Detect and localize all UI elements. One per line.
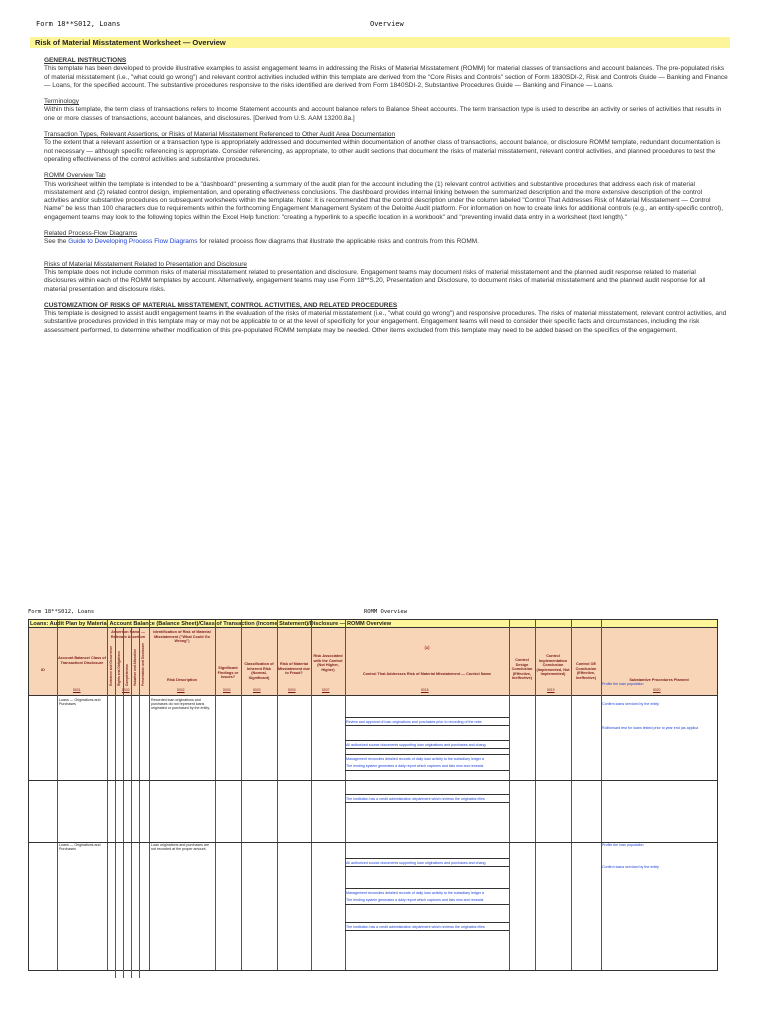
header-assertion: Assertion Name — Relevant Assertion <box>110 630 146 639</box>
ref-classification: 5003 <box>253 688 261 692</box>
header-substantive: Substantive Procedures Planned <box>629 678 689 682</box>
romm-overview-table <box>28 619 718 971</box>
header-associated: Risk Associated with the Control (Not Higher, Higher) <box>313 654 343 672</box>
row1-control-3[interactable]: Management reconciles detailed records of daily loan activity to the subsidiary ledger a <box>345 754 509 763</box>
header-risk-description: Risk Description <box>167 678 197 682</box>
flow-paragraph: See the Guide to Developing Process Flow Diagrams for related process flow diagrams that illustrate the applicable risks and controls from this ROMM. <box>44 238 479 246</box>
form-label: Form 18**S012, Loans <box>36 20 121 28</box>
header-design: Control Design Conclusion (Effective, Ineffective) <box>511 658 533 680</box>
form-label-2: Form 18**S012, Loans <box>28 609 95 615</box>
header-oe: Control OE Conclusion (Effective, Ineffective) <box>575 662 597 680</box>
romm-paragraph: This worksheet within the template is intended to be a "dashboard" presenting a summary of the audit plan for the account including the (1) relevant control activities and substantive procedures that address each risk of material misstatement and (2) related control design, implementation, and operating effectiveness conclusions. The dashboard provides internal linking between the summarized description and the more extensive description of the control activities and/or substantive procedures on subsequent worksheets within the template. Note: It is recommended that the control description under the column labeled "Control That Addresses Risk of Material Misstatement — Control Name" be less than 100 characters due to requirements within the forthcoming Engagement Management System of the Deloitte Audit platform. For information on how to create links for additional controls (e.g., an entity-specific control), engagement teams may look to the following topics within the Excel Help function: "creating a hyperlink to a specific location in a workbook" and "preventing invalid data entry in a worksheet (text length)." <box>44 180 724 221</box>
header-classification: Classification of Inherent Risk (Normal, Significant) <box>244 662 274 680</box>
row2-account: Loans — Originations and Purchases <box>59 843 101 852</box>
header-control-marker: (a) <box>424 645 430 650</box>
worksheet-banner: Risk of Material Misstatement Worksheet — Overview <box>30 37 730 48</box>
header-significant: Significant Findings or Issues? <box>217 666 239 679</box>
assertion-presentation: Presentation and Disclosure <box>141 642 145 686</box>
row2-procedure-2[interactable]: Confirm loans serviced by the entity <box>602 865 659 869</box>
terminology-heading: Terminology <box>44 98 80 106</box>
row-divider <box>29 780 717 781</box>
row2-control-4[interactable]: The institution has a credit administration department which reviews the origination files <box>345 922 509 931</box>
presentation-heading: Risks of Material Misstatement Related to Presentation and Disclosure <box>44 260 248 268</box>
row2-procedure-1[interactable]: Profile the loan population <box>602 843 644 847</box>
ref-substantive: 5020 <box>653 688 661 692</box>
customization-paragraph: This template is designed to assist audit engagement teams in the evaluation of the risks of material misstatement (i.e., "what could go wrong") and responsive procedures. The risks of material misstatement, relevant control activities, and substantive procedures provided in this template may or may not be applicable to or at the level of specificity for your engagement. Engagement teams will need to consider their specific facts and circumstances, including the risk assessment performed, to determine whether modification of this pre-populated ROMM template may be needed. Other items excluded from this template may need to be added based on the specifics of the engagement. <box>44 310 727 334</box>
row1-control-2[interactable]: All authorized source documents supporting loan originations and purchases and chang <box>345 740 509 749</box>
header-implementation: Control Implementation Conclusion (Implemented, Not Implemented) <box>536 654 570 676</box>
types-heading: Transaction Types, Relevant Assertions, or Risks of Material Misstatement Referenced to Other Audit Area Documentation <box>44 131 396 139</box>
row1-account: Loans — Originations and Purchases <box>59 698 101 707</box>
page-label: Overview <box>370 20 404 28</box>
general-heading: GENERAL INSTRUCTIONS <box>44 57 127 64</box>
general-paragraph: This template has been developed to provide illustrative examples to assist engagement teams in addressing the Risks of Material Misstatement (ROMM) for material classes of transactions and account balances. The pre-populated risks of material misstatement (i.e., "what could go wrong") and relevant control activities included within this template are derived from the "Core Risks and Controls" section of Form 1830SDI-2, Risk and Controls Guide — Banking and Finance — Loans, for the specified account. The substantive procedures responsive to the risks identified are derived from Form 1840SDI-2, Substantive Procedures Guide — Banking and Finance — Loans. <box>44 65 728 89</box>
table-title: Loans: Audit Plan by Material Account Balance (Balance Sheet)/Class of Transaction (Income Statement)/Disclosure — ROMM Overview <box>29 620 717 628</box>
row2-control-1[interactable]: All authorized source documents supporting loan originations and purchases and chang <box>345 858 509 867</box>
header-control: Control That Addresses Risk of Material Misstatement — Control Name <box>362 672 492 676</box>
assertion-completeness: Completeness <box>125 664 129 686</box>
row1-control-5[interactable]: The institution has a credit administration department which reviews the origination files <box>345 794 509 803</box>
customization-heading: CUSTOMIZATION OF RISKS OF MATERIAL MISSTATEMENT, CONTROL ACTIVITIES, AND RELATED PROCEDURES <box>44 301 398 309</box>
header-account: Account Balance/ Class of Transaction/ Disclosure <box>58 656 106 665</box>
page-label-2: ROMM Overview <box>364 609 408 615</box>
row1-control-1[interactable]: Review and approval of loan originations and purchases prior to recording of the note. <box>345 717 509 726</box>
ref-associated: 5007 <box>322 688 330 692</box>
header-identification: Identification of Risk of Material Misstatement ("What Could Go Wrong") <box>153 630 211 643</box>
ref-risk: 5002 <box>177 688 185 692</box>
assertion-existence: Existence and Occurrence <box>109 645 113 686</box>
row1-procedure-1[interactable]: Profile the loan population <box>602 682 644 686</box>
row2-risk: Loan originations and purchases are not recorded at the proper amount. <box>151 843 210 852</box>
row1-procedure-2[interactable]: Confirm loans serviced by the entity <box>602 702 659 706</box>
ref-implementation: 5019 <box>547 688 555 692</box>
row2-control-3[interactable]: The lending system generates a daily report which captures and lists new and renewal <box>345 896 509 905</box>
types-paragraph: To the extent that a relevant assertion or a transaction type is appropriately addressed and documented within documentation of another class of transactions, account balance, or disclosure ROMM template, redundant documentation is not necessary — although specific referencing is appropriate. Consider referencing, as appropriate, to other audit sections that document the risks of material misstatement, relevant control activities, and planned procedures to test the operating effectiveness of the control activities and substantive procedures. <box>44 139 721 163</box>
ref-account: 5001 <box>73 688 81 692</box>
flow-guide-link[interactable]: Guide to Developing Process Flow Diagrams <box>68 238 198 246</box>
assertion-valuation: Valuation and Allocation <box>133 649 137 686</box>
assertion-rights: Rights and Obligations <box>117 651 121 686</box>
ref-assertion: 5002 <box>122 688 130 692</box>
ref-control: 5018 <box>421 688 429 692</box>
header-fraud: Risk of Material Misstatement due to Fraud? <box>277 662 311 675</box>
row1-risk: Recorded loan originations and purchases do not represent loans originated or purchased by the entity. <box>151 698 210 711</box>
ref-fraud: 5003 <box>288 688 296 692</box>
row2-control-2[interactable]: Management reconciles detailed records of daily loan activity to the subsidiary ledger a <box>345 888 509 897</box>
romm-heading: ROMM Overview Tab <box>44 172 106 180</box>
row1-control-4[interactable]: The lending system generates a daily report which captures and lists new and renewal <box>345 762 509 771</box>
instructions-body <box>44 57 728 335</box>
ref-significant: 5003 <box>223 688 231 692</box>
presentation-paragraph: This template does not include common risks of material misstatement related to presentation and disclosure. Engagement teams may document risks of material misstatement and the planned audit response related to material disclosures within each of the ROMM templates by account. Alternatively, engagement teams may use Form 18**S.20, Presentation and Disclosure, to document risks of material misstatement and the planned audit response for all material presentation and disclosure risks. <box>44 268 706 293</box>
header-id: ID <box>41 668 45 672</box>
terminology-paragraph: Within this template, the term class of transactions refers to Income Statement accounts and account balance refers to Balance Sheet accounts. The term transaction type is used to describe an activity or series of activities that results in one or more classes of transactions, account balances, and disclosures. [Derived from U.S. AAM 13200.8a.] <box>44 106 722 122</box>
row1-procedure-3[interactable]: Rollforward test for loans tested prior to year end (as applica <box>602 726 699 730</box>
flow-heading: Related Process-Flow Diagrams <box>44 230 138 238</box>
